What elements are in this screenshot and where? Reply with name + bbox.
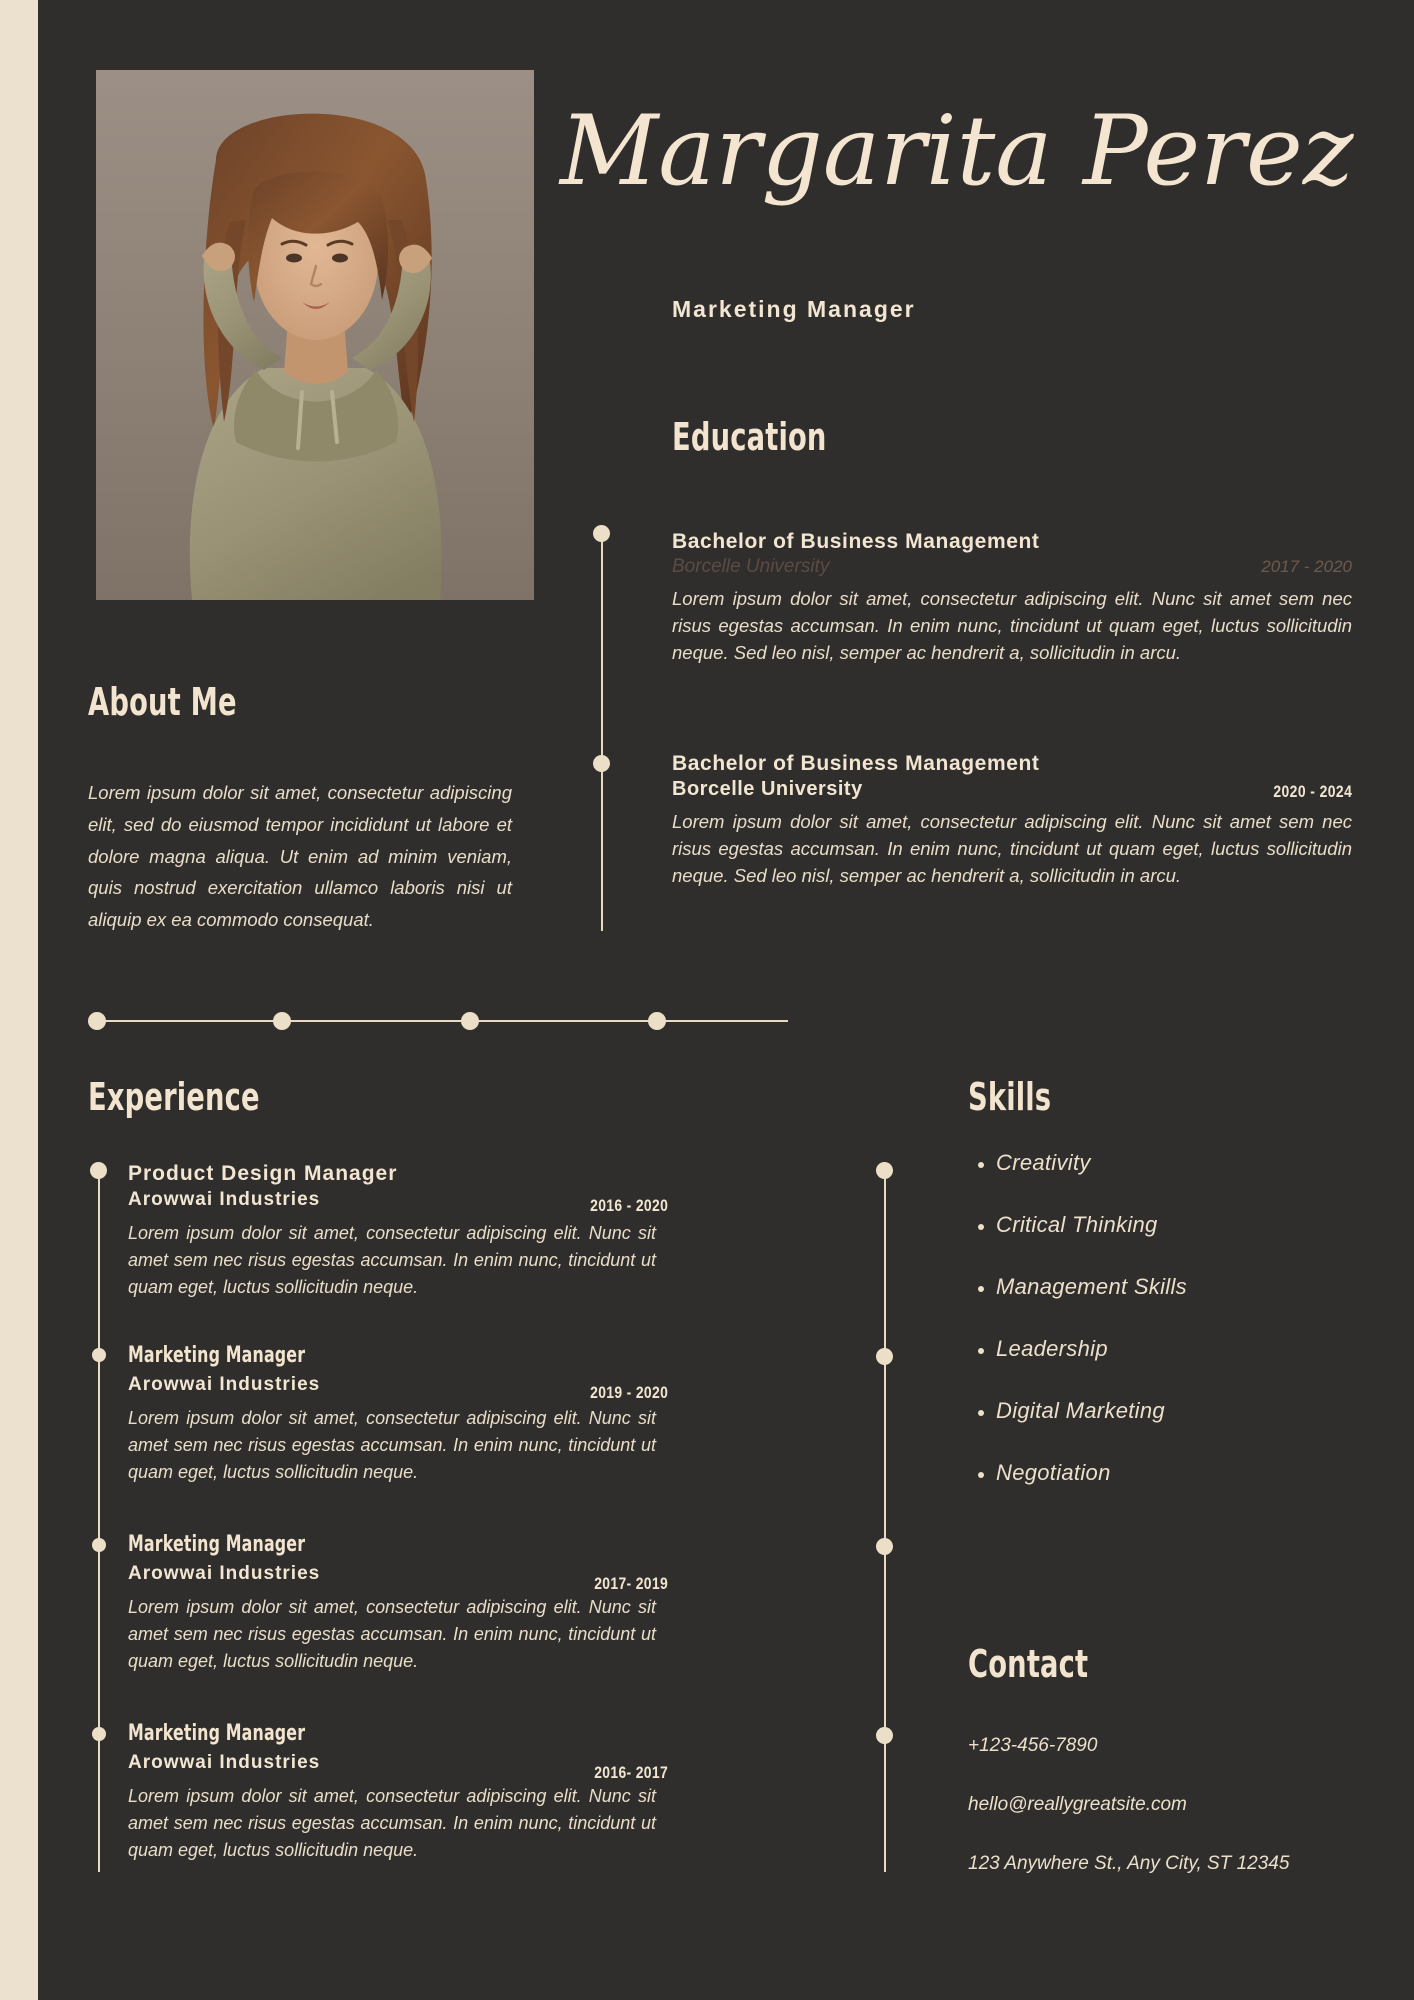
experience-entry-company: Arowwai Industries [128,1752,321,1773]
experience-entry-date: 2016 - 2020 [589,1196,668,1215]
experience-entry-role: Marketing Manager [128,1532,306,1557]
skills-timeline-line [884,1172,886,1872]
experience-entry [128,1723,668,1864]
education-timeline-dot-2 [593,755,610,772]
skill-item: • Creativity [996,1150,1187,1176]
experience-entry-company: Arowwai Industries [128,1563,321,1584]
skill-item: • Digital Marketing [996,1398,1187,1424]
contact-list [968,1735,1289,1912]
skills-timeline-dot-1 [876,1162,893,1179]
horizontal-timeline-dot-3 [461,1012,479,1030]
experience-timeline-dot-3 [92,1538,106,1552]
candidate-name-text: Margarita Perez [560,95,1354,207]
experience-entry-date: 2016- 2017 [594,1763,668,1782]
section-title-skills: Skills [968,1075,1052,1119]
education-timeline-dot-1 [593,525,610,542]
education-entry-date: 2017 - 2020 [1261,557,1352,576]
education-entry-date: 2020 - 2024 [1273,782,1352,801]
skill-item: • Critical Thinking [996,1212,1187,1238]
education-entry-description: Lorem ipsum dolor sit amet, consectetur adipiscing elit. Nunc sit amet sem nec risus egestas accumsan. In enim nunc, tincidunt ut quam eget, luctus sollicitudin neque. Sed leo nisl, semper ac hendrerit a, sollicitudin in arcu. [672,588,1352,663]
horizontal-timeline-dot-4 [648,1012,666,1030]
experience-entry-description: Lorem ipsum dolor sit amet, consectetur adipiscing elit. Nunc sit amet sem nec risus egestas accumsan. In enim nunc, tincidunt ut quam eget, luctus sollicitudin neque. [128,1786,656,1860]
horizontal-timeline-line [96,1020,788,1022]
experience-entry-role: Product Design Manager [128,1162,398,1185]
skills-timeline-dot-3 [876,1538,893,1555]
candidate-name [560,95,1380,218]
experience-entry [128,1534,668,1675]
education-timeline-line [601,533,603,931]
experience-entry-company: Arowwai Industries [128,1374,321,1395]
section-title-about-me: About Me [88,680,237,724]
candidate-role: Marketing Manager [672,296,916,322]
section-title-contact: Contact [968,1642,1089,1686]
experience-timeline-dot-2 [92,1348,106,1362]
skills-timeline-dot-4 [876,1727,893,1744]
experience-entry-date: 2019 - 2020 [589,1383,668,1402]
skills-timeline-dot-2 [876,1348,893,1365]
contact-phone[interactable]: +123-456-7890 [968,1735,1098,1756]
education-entry-degree: Bachelor of Business Management [672,530,1040,553]
profile-photo [96,70,534,600]
education-entry-school: Borcelle University [672,556,830,577]
experience-entry-description: Lorem ipsum dolor sit amet, consectetur adipiscing elit. Nunc sit amet sem nec risus egestas accumsan. In enim nunc, tincidunt ut quam eget, luctus sollicitudin neque. [128,1408,656,1482]
about-me-body: Lorem ipsum dolor sit amet, consectetur adipiscing elit, sed do eiusmod tempor incididunt ut labore et dolore magna aliqua. Ut enim ad minim veniam, quis nostrud exercitation ullamco laboris nisi ut aliquip ex ea commodo consequat. [88,782,512,931]
skills-list [968,1150,1187,1522]
experience-entry-description: Lorem ipsum dolor sit amet, consectetur adipiscing elit. Nunc sit amet sem nec risus egestas accumsan. In enim nunc, tincidunt ut quam eget, luctus sollicitudin neque. [128,1223,656,1297]
education-entry [672,752,1352,889]
education-entry-school: Borcelle University [672,778,863,800]
horizontal-timeline-dot-2 [273,1012,291,1030]
education-entry-degree: Bachelor of Business Management [672,752,1040,775]
experience-timeline-line [98,1172,100,1872]
experience-entry-date: 2017- 2019 [594,1574,668,1593]
section-title-experience: Experience [88,1075,260,1119]
skill-item: • Management Skills [996,1274,1187,1300]
experience-entry-role: Marketing Manager [128,1721,306,1746]
experience-entry [128,1162,668,1301]
contact-email[interactable]: hello@reallygreatsite.com [968,1794,1187,1815]
experience-entry-description: Lorem ipsum dolor sit amet, consectetur adipiscing elit. Nunc sit amet sem nec risus egestas accumsan. In enim nunc, tincidunt ut quam eget, luctus sollicitudin neque. [128,1597,656,1671]
skill-item: • Negotiation [996,1460,1187,1486]
experience-entry-company: Arowwai Industries [128,1189,321,1210]
experience-entry-role: Marketing Manager [128,1343,306,1368]
horizontal-timeline-dot-1 [88,1012,106,1030]
experience-timeline-dot-4 [92,1727,106,1741]
experience-timeline-dot-1 [90,1162,107,1179]
education-entry [672,530,1352,666]
experience-entry [128,1345,668,1486]
skill-item: • Leadership [996,1336,1187,1362]
education-entry-description: Lorem ipsum dolor sit amet, consectetur adipiscing elit. Nunc sit amet sem nec risus egestas accumsan. In enim nunc, tincidunt ut quam eget, luctus sollicitudin neque. Sed leo nisl, semper ac hendrerit a, sollicitudin in arcu. [672,811,1352,886]
section-title-education: Education [672,415,827,459]
horizontal-timeline-divider [88,1012,794,1030]
contact-address: 123 Anywhere St., Any City, ST 12345 [968,1853,1290,1874]
